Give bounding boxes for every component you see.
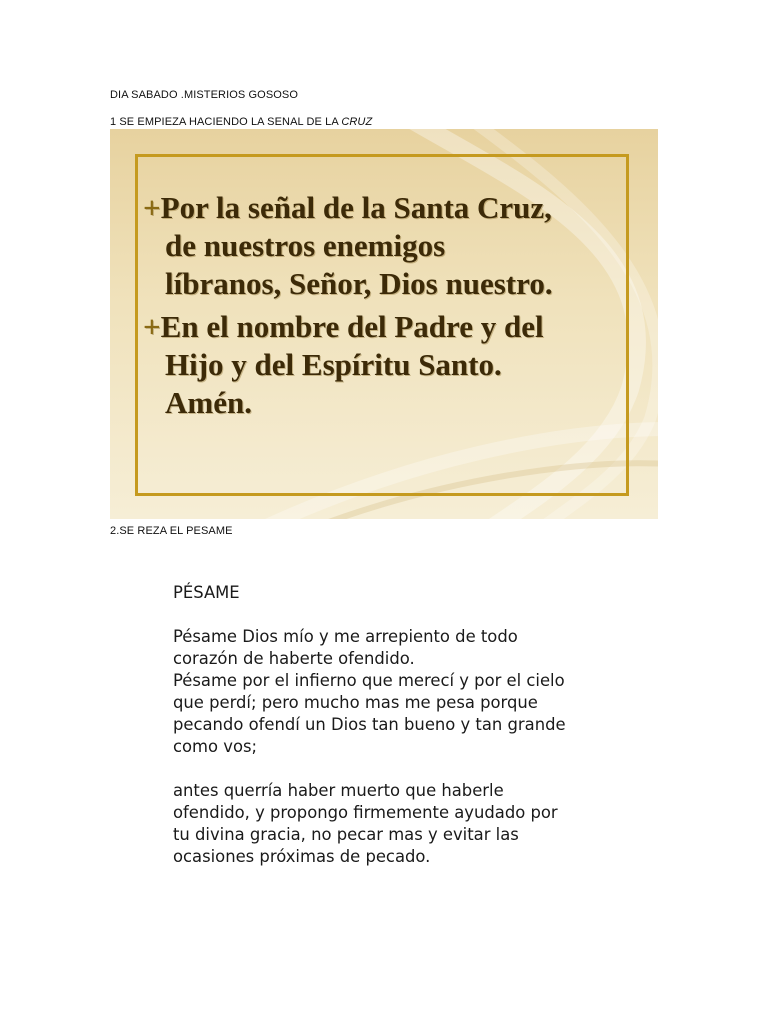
- heading-day: DIA SABADO .MISTERIOS GOSOSO: [110, 89, 299, 101]
- slide-prayer-text: [143, 189, 643, 422]
- pesame-prayer: [173, 582, 733, 868]
- sign-of-cross-slide: [110, 129, 658, 519]
- heading-step-1: [110, 116, 372, 128]
- step-1-emphasis: CRUZ: [341, 116, 373, 128]
- cross-symbol: +: [143, 190, 161, 225]
- slide-line: líbranos, Señor, Dios nuestro.: [165, 266, 553, 301]
- step-1-text: 1 SE EMPIEZA HACIENDO LA SENAL DE LA: [110, 116, 342, 128]
- prayer-line: Pésame Dios mío y me arrepiento de todo: [173, 627, 518, 646]
- prayer-line: ofendido, y propongo firmemente ayudado por: [173, 803, 558, 822]
- slide-line: Amén.: [165, 385, 252, 420]
- slide-line: +En el nombre del Padre y del: [143, 309, 544, 344]
- cross-symbol: +: [143, 309, 161, 344]
- prayer-line: Pésame por el infierno que merecí y por el cielo: [173, 671, 565, 690]
- slide-line: Hijo y del Espíritu Santo.: [165, 347, 502, 382]
- heading-step-2: 2.SE REZA EL PESAME: [110, 525, 233, 537]
- prayer-line: pecando ofendí un Dios tan bueno y tan grande: [173, 715, 566, 734]
- prayer-line: corazón de haberte ofendido.: [173, 649, 415, 668]
- prayer-line: como vos;: [173, 737, 258, 756]
- slide-line: de nuestros enemigos: [165, 228, 446, 263]
- prayer-line: antes querría haber muerto que haberle: [173, 781, 504, 800]
- pesame-title: PÉSAME: [173, 583, 240, 602]
- prayer-line: tu divina gracia, no pecar mas y evitar las: [173, 825, 519, 844]
- prayer-line: ocasiones próximas de pecado.: [173, 847, 431, 866]
- slide-line: +Por la señal de la Santa Cruz,: [143, 190, 552, 225]
- prayer-line: que perdí; pero mucho mas me pesa porque: [173, 693, 538, 712]
